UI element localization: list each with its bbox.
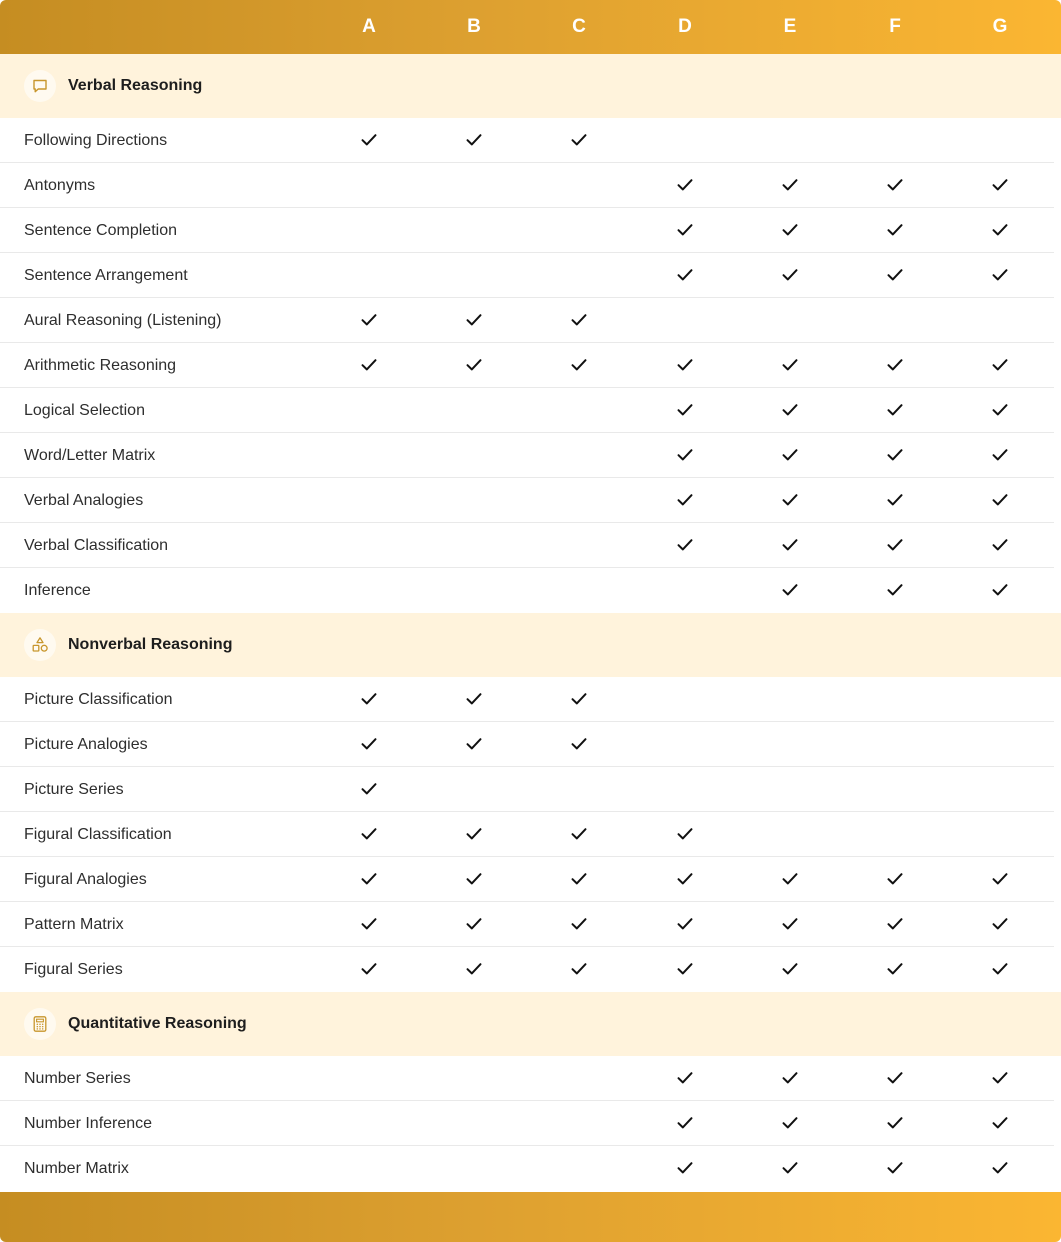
row-label: Picture Series <box>24 781 124 798</box>
check-icon <box>782 448 798 462</box>
row-label: Pattern Matrix <box>24 916 124 933</box>
check-icon <box>782 403 798 417</box>
check-icon <box>361 917 377 931</box>
check-icon <box>782 962 798 976</box>
table-row <box>0 118 1061 163</box>
check-icon <box>677 493 693 507</box>
check-icon <box>782 1161 798 1175</box>
check-icon <box>887 1071 903 1085</box>
speech-bubble-icon <box>24 70 56 102</box>
check-icon <box>887 178 903 192</box>
check-icon <box>677 223 693 237</box>
table-row <box>0 722 1061 767</box>
check-icon <box>361 358 377 372</box>
table-row <box>0 523 1061 568</box>
table-header <box>0 0 1061 54</box>
check-icon <box>466 962 482 976</box>
check-icon <box>992 538 1008 552</box>
section-title: Quantitative Reasoning <box>68 1015 247 1032</box>
check-icon <box>571 917 587 931</box>
table-row <box>0 568 1061 613</box>
section-header <box>0 992 1061 1056</box>
check-icon <box>887 962 903 976</box>
row-label: Sentence Arrangement <box>24 267 188 284</box>
check-icon <box>361 782 377 796</box>
table-row <box>0 298 1061 343</box>
check-icon <box>571 962 587 976</box>
check-icon <box>782 538 798 552</box>
check-icon <box>571 827 587 841</box>
check-icon <box>992 1071 1008 1085</box>
check-icon <box>992 872 1008 886</box>
column-header-f: F <box>889 16 901 37</box>
check-icon <box>361 872 377 886</box>
check-icon <box>992 178 1008 192</box>
table-row <box>0 253 1061 298</box>
row-label: Picture Analogies <box>24 736 148 753</box>
table-row <box>0 1146 1061 1191</box>
check-icon <box>887 448 903 462</box>
check-icon <box>677 178 693 192</box>
table-row <box>0 677 1061 722</box>
row-label: Number Matrix <box>24 1160 129 1177</box>
table-row <box>0 433 1061 478</box>
check-icon <box>887 538 903 552</box>
row-label: Aural Reasoning (Listening) <box>24 312 222 329</box>
row-label: Figural Series <box>24 961 123 978</box>
check-icon <box>361 827 377 841</box>
check-icon <box>677 1161 693 1175</box>
check-icon <box>887 358 903 372</box>
check-icon <box>571 737 587 751</box>
row-label: Sentence Completion <box>24 222 177 239</box>
table-row <box>0 1101 1061 1146</box>
table-row <box>0 1056 1061 1101</box>
table-row <box>0 857 1061 902</box>
column-header-b: B <box>467 16 481 37</box>
row-label: Verbal Classification <box>24 537 169 554</box>
check-icon <box>887 223 903 237</box>
check-icon <box>677 962 693 976</box>
check-icon <box>361 133 377 147</box>
check-icon <box>782 358 798 372</box>
check-icon <box>992 1116 1008 1130</box>
table-row <box>0 208 1061 253</box>
row-label: Figural Analogies <box>24 871 147 888</box>
row-label: Number Inference <box>24 1115 153 1132</box>
check-icon <box>466 313 482 327</box>
check-icon <box>677 827 693 841</box>
check-icon <box>782 178 798 192</box>
check-icon <box>887 403 903 417</box>
check-icon <box>677 917 693 931</box>
check-icon <box>992 962 1008 976</box>
check-icon <box>992 917 1008 931</box>
column-header-g: G <box>992 16 1008 37</box>
check-icon <box>887 917 903 931</box>
check-icon <box>361 313 377 327</box>
calculator-icon <box>24 1008 56 1040</box>
check-icon <box>992 403 1008 417</box>
row-label: Picture Classification <box>24 691 173 708</box>
check-icon <box>782 917 798 931</box>
check-icon <box>466 917 482 931</box>
table-row <box>0 812 1061 857</box>
table-row <box>0 767 1061 812</box>
check-icon <box>571 872 587 886</box>
column-header-d: D <box>678 16 692 37</box>
check-icon <box>571 133 587 147</box>
check-icon <box>782 223 798 237</box>
check-icon <box>677 358 693 372</box>
check-icon <box>782 583 798 597</box>
check-icon <box>992 448 1008 462</box>
check-icon <box>677 448 693 462</box>
row-label: Antonyms <box>24 177 96 194</box>
row-label: Verbal Analogies <box>24 492 144 509</box>
check-icon <box>992 493 1008 507</box>
check-icon <box>992 1161 1008 1175</box>
section-title: Nonverbal Reasoning <box>68 636 233 653</box>
check-icon <box>466 737 482 751</box>
check-icon <box>992 223 1008 237</box>
column-header-e: E <box>783 16 797 37</box>
check-icon <box>466 692 482 706</box>
row-label: Logical Selection <box>24 402 145 419</box>
table-row <box>0 343 1061 388</box>
check-icon <box>887 268 903 282</box>
check-icon <box>782 268 798 282</box>
check-icon <box>887 1116 903 1130</box>
check-icon <box>992 583 1008 597</box>
check-icon <box>677 403 693 417</box>
check-icon <box>571 692 587 706</box>
check-icon <box>677 872 693 886</box>
row-label: Figural Classification <box>24 826 172 843</box>
column-header-a: A <box>362 16 376 37</box>
row-label: Following Directions <box>24 132 168 149</box>
table-row <box>0 902 1061 947</box>
check-icon <box>361 737 377 751</box>
check-icon <box>677 1071 693 1085</box>
check-icon <box>992 358 1008 372</box>
check-icon <box>887 1161 903 1175</box>
check-icon <box>466 358 482 372</box>
check-icon <box>992 268 1008 282</box>
column-header-c: C <box>572 16 586 37</box>
table-row <box>0 163 1061 208</box>
check-icon <box>466 133 482 147</box>
table-row <box>0 478 1061 523</box>
row-label: Arithmetic Reasoning <box>24 357 177 374</box>
check-icon <box>782 1071 798 1085</box>
check-icon <box>466 827 482 841</box>
check-icon <box>466 872 482 886</box>
check-icon <box>677 538 693 552</box>
check-icon <box>677 268 693 282</box>
check-icon <box>361 962 377 976</box>
check-icon <box>677 1116 693 1130</box>
row-label: Number Series <box>24 1070 131 1087</box>
check-icon <box>782 872 798 886</box>
section-header <box>0 613 1061 677</box>
shapes-icon <box>24 629 56 661</box>
check-icon <box>782 1116 798 1130</box>
table-footer <box>0 1192 1061 1242</box>
check-icon <box>887 583 903 597</box>
section-header <box>0 54 1061 118</box>
table-row <box>0 388 1061 433</box>
check-icon <box>571 358 587 372</box>
check-icon <box>571 313 587 327</box>
check-icon <box>887 493 903 507</box>
section-title: Verbal Reasoning <box>68 77 203 94</box>
table-row <box>0 947 1061 992</box>
check-icon <box>361 692 377 706</box>
check-icon <box>782 493 798 507</box>
row-label: Word/Letter Matrix <box>24 447 156 464</box>
check-icon <box>887 872 903 886</box>
row-label: Inference <box>24 582 91 599</box>
